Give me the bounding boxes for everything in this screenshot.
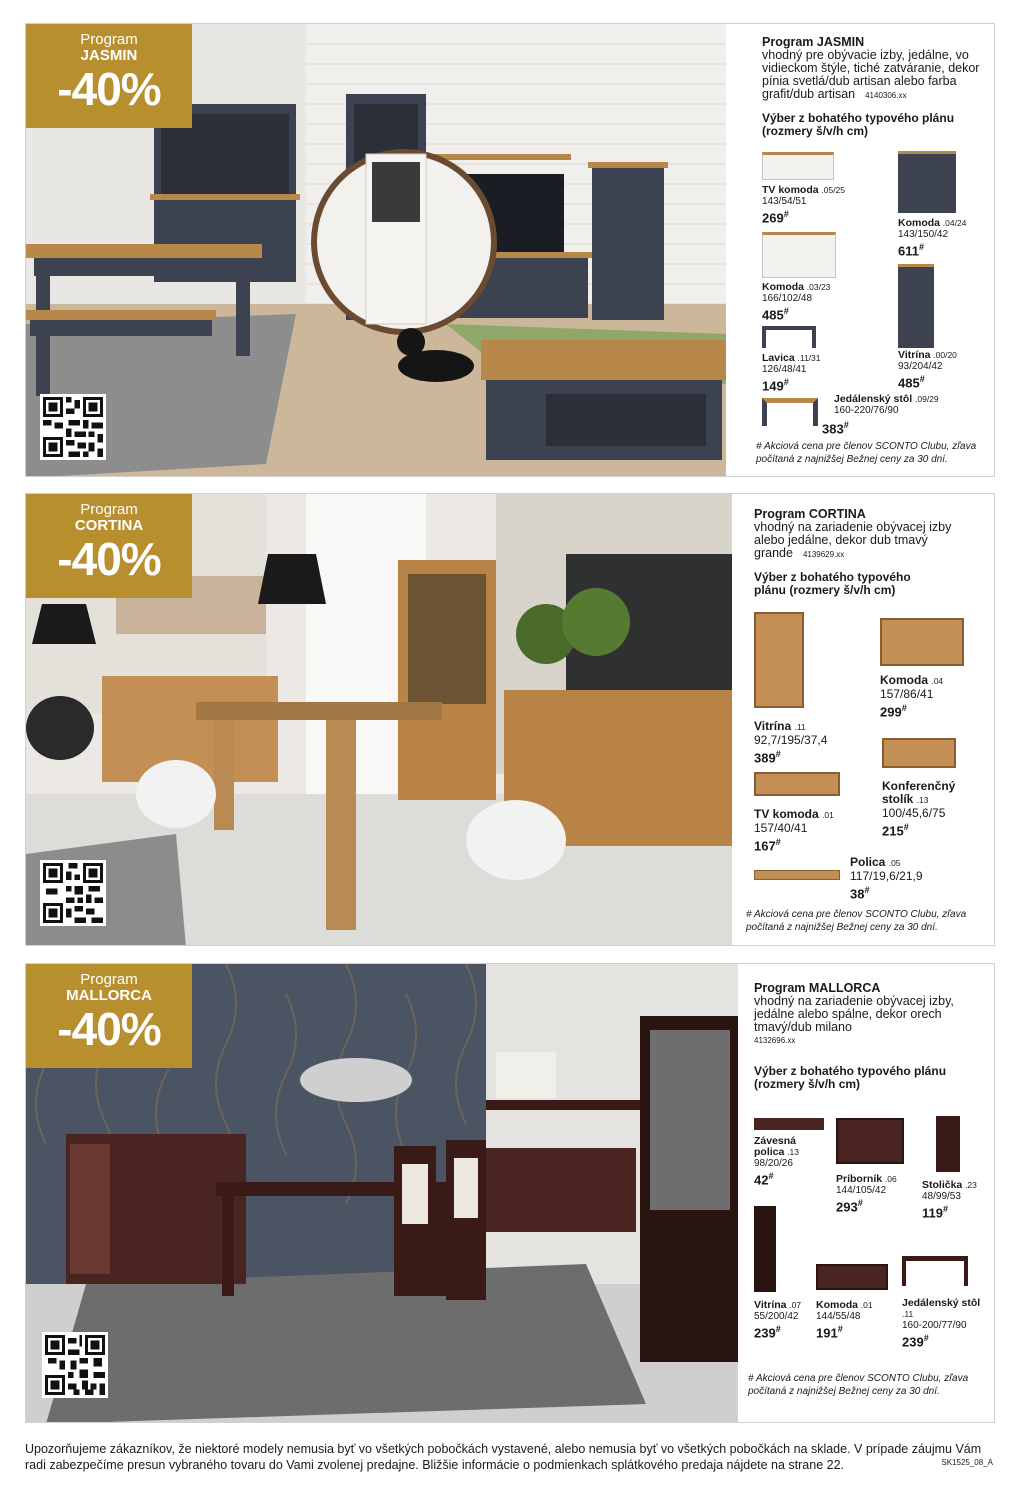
- item-dims: 117/19,6/21,9: [850, 869, 923, 883]
- komoda-wide-image: [762, 232, 836, 278]
- price-mark: #: [923, 1333, 929, 1343]
- item-dims: 143/54/51: [762, 196, 807, 207]
- price-value: 167: [754, 838, 776, 854]
- item-dims: 48/99/53: [922, 1191, 961, 1202]
- item-variant: .11: [794, 722, 806, 732]
- price-mark: #: [775, 749, 781, 759]
- item-variant: .07: [789, 1300, 802, 1310]
- item-name: Konferenčný stolík: [882, 779, 956, 806]
- description-text: vhodný na zariadenie obývacej izby, jedálne alebo spálne, dekor orech tmavý/dub milano: [754, 994, 954, 1034]
- price-mark: #: [783, 306, 789, 316]
- plan-subtitle: Výber z bohatého typového plánu (rozmery š/v/h cm): [754, 570, 911, 597]
- item-variant: .23: [965, 1180, 977, 1190]
- tv-komoda-image: [754, 772, 840, 796]
- item-variant: .04: [931, 676, 944, 686]
- jasmin-room-photo: [26, 24, 726, 476]
- vitrina-image: [754, 612, 804, 708]
- item-price: [850, 883, 923, 901]
- price-mark: #: [918, 242, 924, 252]
- vitrina-image: [898, 264, 934, 348]
- item-price: [754, 835, 834, 853]
- price-value: 191: [816, 1325, 838, 1341]
- product-item[interactable]: [836, 1174, 897, 1214]
- item-variant: .11/31: [797, 353, 821, 363]
- item-price: [898, 372, 957, 390]
- product-item[interactable]: [754, 808, 834, 853]
- product-item[interactable]: [754, 1136, 824, 1187]
- item-name: Vitrína: [754, 719, 792, 733]
- mallorca-info-panel: [738, 964, 994, 1422]
- badge-discount: -40%: [57, 533, 161, 585]
- price-value: 485: [898, 375, 920, 391]
- price-value: 239: [754, 1325, 776, 1341]
- wall-shelf-image: [754, 1118, 824, 1130]
- club-price-note: # Akciová cena pre členov SCONTO Clubu, zľava počítaná z najnižšej Bežnej ceny za 30 dní.: [756, 441, 977, 465]
- badge-discount: -40%: [57, 1003, 161, 1055]
- price-mark: #: [775, 837, 781, 847]
- item-dims: 160-220/76/90: [834, 405, 899, 416]
- item-price: [754, 747, 827, 765]
- item-price: [922, 1202, 977, 1220]
- product-item[interactable]: [834, 394, 939, 416]
- coffee-table-image: [882, 738, 956, 768]
- cortina-room-photo: [26, 494, 732, 945]
- item-price: [898, 240, 966, 258]
- club-price-note: # Akciová cena pre členov SCONTO Clubu, zľava počítaná z najnižšej Bežnej ceny za 30 dní.: [746, 909, 967, 933]
- badge-discount: -40%: [57, 63, 161, 115]
- item-variant: .11: [902, 1309, 914, 1319]
- item-name: Vitrína: [754, 1299, 787, 1311]
- item-dims: 143/150/42: [898, 229, 949, 240]
- komoda-image: [880, 618, 964, 666]
- item-dims: 98/20/26: [754, 1158, 793, 1169]
- discount-badge: [26, 494, 192, 598]
- product-item[interactable]: [902, 1298, 984, 1349]
- price-mark: #: [775, 1324, 781, 1334]
- price-value: 293: [836, 1199, 858, 1215]
- product-code: 4132696.xx: [754, 1036, 796, 1045]
- item-price: [762, 375, 821, 393]
- item-price: [754, 1322, 801, 1340]
- price-value: 299: [880, 704, 902, 720]
- price-value: 383: [822, 421, 844, 437]
- product-item[interactable]: [762, 353, 821, 393]
- product-item[interactable]: [880, 674, 943, 719]
- price-mark: #: [783, 377, 789, 387]
- description-text: vhodný na zariadenie obývacej izby alebo jedálne, dekor dub tmavý grande: [754, 520, 952, 560]
- item-name: Stolička: [922, 1179, 963, 1191]
- program-description: [754, 521, 954, 561]
- item-price: [816, 1322, 873, 1340]
- item-dims: 55/200/42: [754, 1311, 799, 1322]
- footer-disclaimer: Upozorňujeme zákazníkov, že niektoré modely nemusia byť vo všetkých pobočkách vystavené, alebo nemusia byť vo všetkých pobočkách na sklade. V prípade záujmu Vám radi zabezpečíme presun vybraného tovaru do Vami zvolenej predajne. Bližšie informácie o podmienkach splátkového predaja nájdete na strane 22.: [25, 1442, 982, 1472]
- item-name: Lavica: [762, 352, 795, 364]
- badge-program-label: Program: [80, 971, 138, 988]
- price-value: 215: [882, 823, 904, 839]
- item-dims: 93/204/42: [898, 361, 943, 372]
- price-mark: #: [857, 1198, 863, 1208]
- item-name: Polica: [850, 855, 886, 869]
- price-mark: #: [901, 703, 907, 713]
- dining-table-image: [762, 398, 818, 426]
- club-price-note: # Akciová cena pre členov SCONTO Clubu, zľava počítaná z najnižšej Bežnej ceny za 30 dní.: [748, 1373, 969, 1397]
- plan-subtitle: Výber z bohatého typového plánu (rozmery š/v/h cm): [762, 111, 955, 138]
- product-item[interactable]: [850, 856, 923, 901]
- product-item[interactable]: [762, 282, 830, 322]
- item-dims: 92,7/195/37,4: [754, 733, 828, 747]
- item-dims: 157/40/41: [754, 821, 808, 835]
- badge-program-label: Program: [80, 31, 138, 48]
- qr-code[interactable]: [40, 860, 106, 926]
- item-name: Jedálenský stôl: [902, 1297, 981, 1309]
- plan-subtitle: Výber z bohatého typového plánu (rozmery š/v/h cm): [754, 1064, 947, 1091]
- item-price: [836, 1196, 897, 1214]
- program-description: [762, 49, 986, 102]
- item-variant: .05/25: [821, 185, 846, 195]
- item-name: Komoda: [880, 673, 928, 687]
- komoda-image: [816, 1264, 888, 1290]
- vitrina-image: [754, 1206, 776, 1292]
- product-item[interactable]: [762, 185, 845, 225]
- price-value: 42: [754, 1172, 769, 1188]
- item-price: [762, 304, 830, 322]
- price-mark: #: [843, 420, 849, 430]
- item-variant: .01: [860, 1300, 873, 1310]
- item-name: TV komoda: [754, 807, 819, 821]
- product-code: 4140306.xx: [865, 91, 907, 100]
- qr-code[interactable]: [40, 394, 106, 460]
- item-dims: 144/105/42: [836, 1185, 887, 1196]
- item-dims: 144/55/48: [816, 1311, 861, 1322]
- price-mark: #: [903, 822, 909, 832]
- item-dims: 126/48/41: [762, 364, 807, 375]
- item-price: [762, 207, 845, 225]
- item-name: Komoda: [816, 1299, 858, 1311]
- product-item[interactable]: [898, 350, 957, 390]
- price-mark: #: [783, 209, 789, 219]
- polica-image: [754, 870, 840, 880]
- item-price: [754, 1169, 824, 1187]
- price-value: 485: [762, 307, 784, 323]
- price-value: 149: [762, 378, 784, 394]
- price-mark: #: [864, 885, 870, 895]
- product-item[interactable]: [882, 780, 986, 838]
- product-item[interactable]: [816, 1300, 873, 1340]
- item-price: [882, 820, 986, 838]
- item-variant: .13: [787, 1147, 799, 1157]
- price-value: 239: [902, 1334, 924, 1350]
- product-item[interactable]: [898, 218, 966, 258]
- item-name: Komoda: [762, 281, 804, 293]
- price-mark: #: [919, 374, 925, 384]
- program-title: Program CORTINA: [754, 507, 866, 521]
- price-mark: #: [768, 1171, 774, 1181]
- program-title: Program MALLORCA: [754, 981, 881, 995]
- lavica-image: [762, 326, 816, 348]
- jasmin-info-panel: [736, 24, 994, 476]
- cortina-info-panel: [732, 494, 994, 945]
- komoda-tall-image: [898, 151, 956, 213]
- item-variant: .03/23: [806, 282, 831, 292]
- item-dims: 160-200/77/90: [902, 1320, 967, 1331]
- product-item[interactable]: [754, 720, 827, 765]
- item-dims: 100/45,6/75: [882, 806, 946, 820]
- item-variant: .13: [916, 795, 929, 805]
- item-variant: .00/20: [933, 350, 957, 360]
- price-value: 611: [898, 243, 919, 259]
- item-variant: .09/29: [915, 394, 939, 404]
- chair-image: [936, 1116, 960, 1172]
- price-value: 38: [850, 886, 865, 902]
- item-price-standalone: [822, 418, 849, 436]
- badge-program-name: CORTINA: [74, 517, 144, 534]
- discount-badge: [26, 964, 192, 1068]
- section-cortina: [25, 493, 995, 946]
- price-mark: #: [837, 1324, 843, 1334]
- item-dims: 166/102/48: [762, 293, 813, 304]
- item-name: Vitrína: [898, 349, 931, 361]
- price-mark: #: [942, 1204, 948, 1214]
- section-mallorca: [25, 963, 995, 1423]
- dining-table-image: [902, 1256, 968, 1286]
- product-item[interactable]: [754, 1300, 801, 1340]
- item-name: Komoda: [898, 217, 940, 229]
- item-price: [880, 701, 943, 719]
- price-value: 389: [754, 750, 776, 766]
- price-value: 269: [762, 210, 784, 226]
- priborník-image: [836, 1118, 904, 1164]
- badge-program-name: JASMIN: [80, 47, 138, 64]
- program-description: [754, 995, 968, 1034]
- item-name: Jedálenský stôl: [834, 393, 913, 405]
- badge-program-label: Program: [80, 501, 138, 518]
- program-title: Program JASMIN: [762, 35, 865, 49]
- item-name: Závesná polica: [754, 1135, 797, 1158]
- item-variant: .04/24: [942, 218, 967, 228]
- tv-komoda-image: [762, 152, 834, 180]
- section-jasmin: [25, 23, 995, 477]
- item-price: [902, 1331, 984, 1349]
- mallorca-room-photo: [26, 964, 740, 1422]
- item-name: TV komoda: [762, 184, 819, 196]
- item-variant: .05: [888, 858, 901, 868]
- item-name: Príborník: [836, 1173, 883, 1185]
- price-value: 119: [922, 1205, 943, 1221]
- product-item[interactable]: [922, 1180, 977, 1220]
- item-variant: .06: [884, 1174, 897, 1184]
- discount-badge: [26, 24, 192, 128]
- item-dims: 157/86/41: [880, 687, 934, 701]
- item-variant: .01: [822, 810, 834, 820]
- description-text: vhodný pre obývacie izby, jedálne, vo vidieckom štýle, tiché zatváranie, dekor pínia svetlá/dub artisan alebo farba grafit/dub artisan: [762, 48, 980, 101]
- product-code: 4139629.xx: [802, 550, 845, 559]
- badge-program-name: MALLORCA: [66, 987, 152, 1004]
- qr-code[interactable]: [42, 1332, 108, 1398]
- page-code: SK1525_08_A: [941, 1458, 993, 1467]
